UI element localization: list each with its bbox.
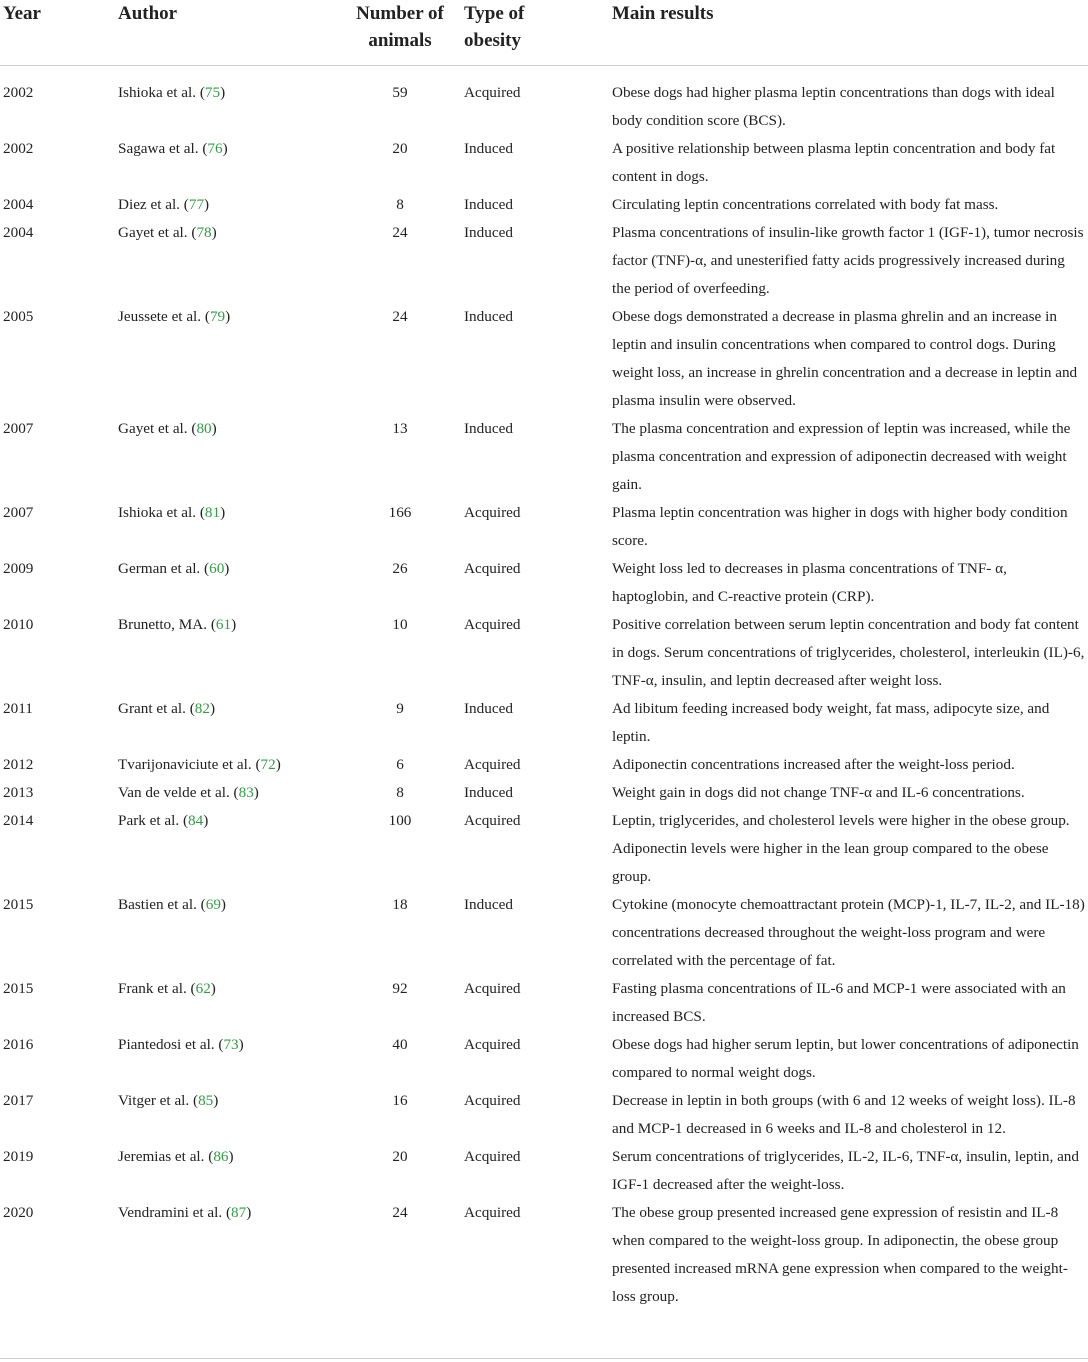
obesity-type-cell: Acquired xyxy=(464,756,521,773)
author-name: Tvarijonaviciute et al. xyxy=(118,756,252,773)
author-cell: Van de velde et al. (83) xyxy=(118,784,259,801)
table-row xyxy=(0,611,1088,695)
reference-link[interactable]: 60 xyxy=(209,560,225,577)
year-cell: 2011 xyxy=(3,700,33,717)
author-name: Diez et al. xyxy=(118,196,180,213)
obesity-type-cell: Acquired xyxy=(464,560,521,577)
header-number-of-animals: Number of animals xyxy=(336,0,464,66)
obesity-type-cell: Acquired xyxy=(464,812,521,829)
reference-link[interactable]: 85 xyxy=(198,1092,214,1109)
table-row xyxy=(0,555,1088,611)
header-year: Year xyxy=(0,0,118,66)
author-name: Ishioka et al. xyxy=(118,504,197,521)
author-name: Park et al. xyxy=(118,812,180,829)
year-cell: 2002 xyxy=(3,84,34,101)
reference-link[interactable]: 75 xyxy=(204,84,221,101)
author-name: Brunetto, MA. xyxy=(118,616,208,633)
header-main-results: Main results xyxy=(612,0,1088,66)
author-cell: Gayet et al. (80) xyxy=(118,420,217,437)
obesity-type-cell: Acquired xyxy=(464,616,521,633)
main-results-cell: Obese dogs had higher serum leptin, but lower concentrations of adiponectin compared to normal weight dogs. xyxy=(612,1036,1079,1081)
main-results-cell: Obese dogs demonstrated a decrease in plasma ghrelin and an increase in leptin and insulin concentrations when compared to control dogs. During weight loss, an increase in ghrelin concentration and a decrease in leptin and plasma insulin were observed. xyxy=(612,308,1078,409)
year-cell: 2019 xyxy=(3,1148,34,1165)
year-cell: 2004 xyxy=(3,224,34,241)
reference-link[interactable]: 82 xyxy=(194,700,210,717)
table-row xyxy=(0,1199,1088,1311)
reference-link[interactable]: 79 xyxy=(209,308,226,325)
table-row xyxy=(0,135,1088,191)
author-cell: Bastien et al. (69) xyxy=(118,896,226,913)
main-results-cell: Circulating leptin concentrations correlated with body fat mass. xyxy=(612,196,999,213)
table-row xyxy=(0,499,1088,555)
author-cell: Gayet et al. (78) xyxy=(118,224,217,241)
number-of-animals-cell: 92 xyxy=(392,980,408,997)
header-author: Author xyxy=(118,0,336,66)
author-name: Vendramini et al. xyxy=(118,1204,223,1221)
author-name: Piantedosi et al. xyxy=(118,1036,215,1053)
author-name: Vitger et al. xyxy=(118,1092,190,1109)
reference-link[interactable]: 84 xyxy=(188,812,204,829)
author-cell: Park et al. (84) xyxy=(118,812,209,829)
author-cell: Jeussete et al. (79) xyxy=(118,308,231,325)
reference-link[interactable]: 61 xyxy=(215,616,232,633)
obesity-type-cell: Induced xyxy=(464,896,513,913)
table-row xyxy=(0,779,1088,807)
author-cell: Ishioka et al. (81) xyxy=(118,504,226,521)
number-of-animals-cell: 10 xyxy=(392,616,408,633)
number-of-animals-cell: 166 xyxy=(388,504,412,521)
number-of-animals-cell: 59 xyxy=(392,84,408,101)
obesity-type-cell: Induced xyxy=(464,420,513,437)
reference-link[interactable]: 76 xyxy=(207,140,223,157)
obesity-type-cell: Acquired xyxy=(464,84,521,101)
year-cell: 2015 xyxy=(3,980,34,997)
obesity-type-cell: Acquired xyxy=(464,1148,521,1165)
number-of-animals-cell: 18 xyxy=(392,896,408,913)
number-of-animals-cell: 26 xyxy=(392,560,408,577)
obesity-type-cell: Acquired xyxy=(464,1036,521,1053)
main-results-cell: Fasting plasma concentrations of IL-6 and MCP-1 were associated with an increased BCS. xyxy=(612,980,1066,1025)
year-cell: 2014 xyxy=(3,812,34,829)
author-name: Frank et al. xyxy=(118,980,187,997)
author-name: Jeremias et al. xyxy=(118,1148,205,1165)
author-cell: Tvarijonaviciute et al. (72) xyxy=(118,756,281,773)
obesity-type-cell: Induced xyxy=(464,308,513,325)
year-cell: 2007 xyxy=(3,504,34,521)
number-of-animals-cell: 8 xyxy=(396,784,404,801)
year-cell: 2009 xyxy=(3,560,34,577)
author-name: Jeussete et al. xyxy=(118,308,202,325)
main-results-cell: Leptin, triglycerides, and cholesterol levels were higher in the obese group. Adiponectin levels were higher in the lean group compared to the obese group. xyxy=(612,812,1070,885)
table-row xyxy=(0,1143,1088,1199)
number-of-animals-cell: 6 xyxy=(396,756,404,773)
reference-link[interactable]: 80 xyxy=(196,420,212,437)
main-results-cell: Plasma concentrations of insulin-like growth factor 1 (IGF-1), tumor necrosis factor (TNF)-α, and unesterified fatty acids progressively increased during the period of overfeeding. xyxy=(612,224,1084,297)
author-cell: Sagawa et al. (76) xyxy=(118,140,228,157)
main-results-cell: The obese group presented increased gene expression of resistin and IL-8 when compared to the weight-loss group. In adiponectin, the obese group presented increased mRNA gene expression when compared to the weight-loss group. xyxy=(612,1204,1068,1305)
number-of-animals-cell: 100 xyxy=(388,812,412,829)
reference-link[interactable]: 78 xyxy=(196,224,212,241)
obesity-type-cell: Acquired xyxy=(464,1092,521,1109)
table-row xyxy=(0,891,1088,975)
number-of-animals-cell: 20 xyxy=(392,1148,408,1165)
author-cell: Brunetto, MA. (61) xyxy=(118,616,237,633)
table-row xyxy=(0,807,1088,891)
year-cell: 2004 xyxy=(3,196,34,213)
author-name: Ishioka et al. xyxy=(118,84,197,101)
author-name: Bastien et al. xyxy=(118,896,197,913)
table-row xyxy=(0,695,1088,751)
reference-link[interactable]: 81 xyxy=(204,504,221,521)
year-cell: 2015 xyxy=(3,896,34,913)
year-cell: 2016 xyxy=(3,1036,34,1053)
main-results-cell: Obese dogs had higher plasma leptin concentrations than dogs with ideal body condition score (BCS). xyxy=(612,84,1055,129)
number-of-animals-cell: 8 xyxy=(396,196,404,213)
author-name: German et al. xyxy=(118,560,201,577)
number-of-animals-cell: 24 xyxy=(392,224,408,241)
author-cell: Ishioka et al. (75) xyxy=(118,84,226,101)
table-body xyxy=(0,66,1088,1312)
main-results-cell: Adiponectin concentrations increased after the weight-loss period. xyxy=(612,756,1015,773)
author-name: Van de velde et al. xyxy=(118,784,230,801)
year-cell: 2020 xyxy=(3,1204,34,1221)
year-cell: 2010 xyxy=(3,616,34,633)
obesity-type-cell: Induced xyxy=(464,784,513,801)
reference-link[interactable]: 83 xyxy=(238,784,254,801)
author-name: Grant et al. xyxy=(118,700,186,717)
number-of-animals-cell: 24 xyxy=(392,308,408,325)
main-results-cell: Plasma leptin concentration was higher in dogs with higher body condition score. xyxy=(612,504,1068,549)
main-results-cell: Cytokine (monocyte chemoattractant protein (MCP)-1, IL-7, IL-2, and IL-18) concentrations decreased throughout the weight-loss program and were correlated with the percentage of fat. xyxy=(612,896,1085,969)
main-results-cell: Serum concentrations of triglycerides, IL-2, IL-6, TNF-α, insulin, leptin, and IGF-1 decreased after the weight-loss. xyxy=(612,1148,1079,1193)
table-row xyxy=(0,975,1088,1031)
author-cell: Frank et al. (62) xyxy=(118,980,216,997)
number-of-animals-cell: 20 xyxy=(392,140,408,157)
number-of-animals-cell: 24 xyxy=(392,1204,408,1221)
number-of-animals-cell: 16 xyxy=(392,1092,408,1109)
reference-link[interactable]: 73 xyxy=(223,1036,239,1053)
obesity-type-cell: Acquired xyxy=(464,1204,521,1221)
obesity-type-cell: Acquired xyxy=(464,980,521,997)
main-results-cell: Decrease in leptin in both groups (with 6 and 12 weeks of weight loss). IL-8 and MCP-1 decreased in 6 weeks and IL-8 and cholesterol in 12. xyxy=(612,1092,1076,1137)
author-cell: Jeremias et al. (86) xyxy=(118,1148,234,1165)
author-name: Gayet et al. xyxy=(118,224,188,241)
main-results-cell: Weight gain in dogs did not change TNF-α and IL-6 concentrations. xyxy=(612,784,1025,801)
year-cell: 2017 xyxy=(3,1092,34,1109)
reference-link[interactable]: 62 xyxy=(195,980,211,997)
author-cell: Vitger et al. (85) xyxy=(118,1092,219,1109)
reference-link[interactable]: 69 xyxy=(205,896,221,913)
author-cell: Diez et al. (77) xyxy=(118,196,210,213)
header-type-of-obesity: Type of obesity xyxy=(464,0,612,66)
main-results-cell: The plasma concentration and expression of leptin was increased, while the plasma concentration and expression of adiponectin decreased with weight gain. xyxy=(612,420,1071,493)
header-row xyxy=(0,0,1088,66)
table-row xyxy=(0,219,1088,303)
obesity-type-cell: Induced xyxy=(464,196,513,213)
table-row xyxy=(0,415,1088,499)
obesity-type-cell: Induced xyxy=(464,700,513,717)
table-row xyxy=(0,191,1088,219)
year-cell: 2013 xyxy=(3,784,34,801)
year-cell: 2002 xyxy=(3,140,34,157)
year-cell: 2007 xyxy=(3,420,34,437)
main-results-cell: Positive correlation between serum leptin concentration and body fat content in dogs. Serum concentrations of triglycerides, cholesterol, interleukin (IL)-6, TNF-α, insulin, and leptin decreased after weight loss. xyxy=(612,616,1085,689)
author-name: Sagawa et al. xyxy=(118,140,199,157)
author-cell: Piantedosi et al. (73) xyxy=(118,1036,244,1053)
table-row xyxy=(0,66,1088,136)
author-cell: Grant et al. (82) xyxy=(118,700,216,717)
author-cell: Vendramini et al. (87) xyxy=(118,1204,252,1221)
table-row xyxy=(0,303,1088,415)
table-row xyxy=(0,1031,1088,1087)
number-of-animals-cell: 40 xyxy=(392,1036,408,1053)
reference-link[interactable]: 86 xyxy=(213,1148,229,1165)
year-cell: 2012 xyxy=(3,756,34,773)
main-results-cell: A positive relationship between plasma leptin concentration and body fat content in dogs. xyxy=(612,140,1056,185)
table-row xyxy=(0,1087,1088,1143)
year-cell: 2005 xyxy=(3,308,34,325)
main-results-cell: Weight loss led to decreases in plasma concentrations of TNF- α, haptoglobin, and C-reactive protein (CRP). xyxy=(612,560,1007,605)
number-of-animals-cell: 9 xyxy=(396,700,404,717)
table-row xyxy=(0,751,1088,779)
reference-link[interactable]: 87 xyxy=(231,1204,247,1221)
author-name: Gayet et al. xyxy=(118,420,188,437)
obesity-type-cell: Induced xyxy=(464,140,513,157)
obesity-type-cell: Acquired xyxy=(464,504,521,521)
reference-link[interactable]: 72 xyxy=(260,756,276,773)
table-header xyxy=(0,0,1088,66)
author-cell: German et al. (60) xyxy=(118,560,230,577)
number-of-animals-cell: 13 xyxy=(392,420,408,437)
obesity-type-cell: Induced xyxy=(464,224,513,241)
reference-link[interactable]: 77 xyxy=(188,196,205,213)
table-bottom-rule xyxy=(0,1358,1088,1359)
main-results-cell: Ad libitum feeding increased body weight, fat mass, adipocyte size, and leptin. xyxy=(612,700,1050,745)
